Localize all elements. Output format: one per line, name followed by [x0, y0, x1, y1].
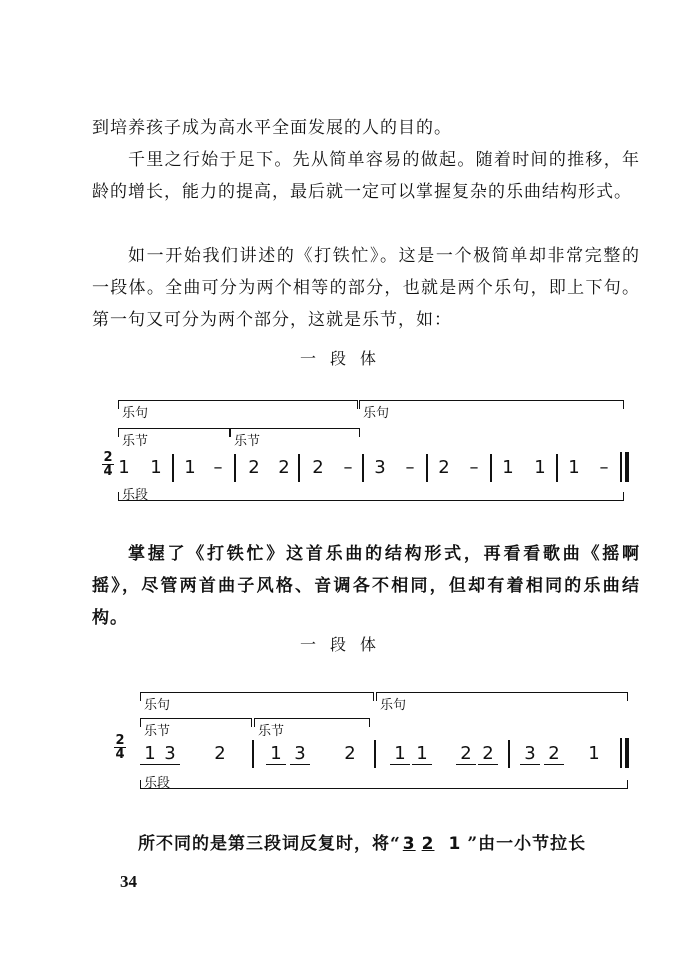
final-bar-thin	[620, 452, 622, 482]
note: –	[343, 457, 353, 478]
phrase-label-2b: 乐句	[380, 698, 407, 713]
bar-line	[172, 454, 174, 482]
bar-line	[556, 454, 558, 482]
note: 3	[374, 457, 386, 478]
inline-note: 3	[402, 834, 416, 854]
bar-line	[298, 454, 300, 482]
note: –	[405, 457, 415, 478]
time-signature-1	[102, 451, 114, 478]
note: 3	[290, 744, 310, 765]
note: 1	[184, 457, 196, 478]
note: 1	[390, 744, 410, 765]
paragraph-5	[138, 828, 648, 860]
time-sig-top: 2	[103, 450, 113, 465]
note: 1	[150, 457, 162, 478]
note: 1	[140, 744, 160, 765]
bar-line	[234, 454, 236, 482]
subphrase-label-1b: 乐节	[234, 434, 261, 449]
note: 2	[344, 743, 356, 764]
time-signature-2	[114, 734, 126, 761]
paragraph-2: 千里之行始于足下。先从简单容易的做起。随着时间的推移，年龄的增长，能力的提高，最后就一定可以掌握复杂的乐曲结构形式。	[92, 150, 640, 202]
para5-before: 所不同的是第三段词反复时，将“	[138, 834, 401, 854]
note: 2	[312, 457, 324, 478]
note: 1	[568, 457, 580, 478]
note: 2	[544, 744, 564, 765]
phrase-bracket-2a	[140, 692, 374, 701]
note: 3	[520, 744, 540, 765]
para5-after: ”由一小节拉长	[467, 834, 587, 854]
note: 2	[278, 457, 290, 478]
paragraph-3: 如一开始我们讲述的《打铁忙》。这是一个极简单却非常完整的一段体。全曲可分为两个相等的部分，也就是两个乐句，即上下句。第一句又可分为两个部分，这就是乐节，如：	[92, 246, 640, 330]
note: –	[213, 457, 223, 478]
paragraph-1: 到培养孩子成为高水平全面发展的人的目的。	[92, 118, 452, 138]
note: 3	[160, 744, 180, 765]
time-sig-bottom: 4	[103, 464, 113, 479]
section-bracket-2	[140, 780, 628, 789]
final-bar-thin	[620, 738, 622, 768]
paragraph-4: 掌握了《打铁忙》这首乐曲的结构形式，再看看歌曲《摇啊摇》，尽管两首曲子风格、音调各不相同，但却有着相同的乐曲结构。	[92, 544, 640, 628]
note: 1	[588, 743, 600, 764]
note: 2	[438, 457, 450, 478]
phrase-bracket-1a	[118, 400, 358, 409]
time-sig-bottom: 4	[115, 747, 125, 762]
time-sig-top: 2	[115, 733, 125, 748]
page-number: 34	[120, 872, 137, 891]
bar-line	[490, 454, 492, 482]
section-label-1: 乐段	[122, 488, 149, 503]
note: 2	[478, 744, 498, 765]
section-title-2: 一段体	[299, 635, 390, 654]
subphrase-label-2b: 乐节	[258, 724, 285, 739]
section-title-1: 一段体	[299, 349, 390, 368]
section-label-2: 乐段	[144, 776, 171, 791]
note: 2	[214, 743, 226, 764]
bar-line	[374, 740, 376, 768]
phrase-bracket-2b	[376, 692, 628, 701]
phrase-label-1a: 乐句	[122, 406, 149, 421]
phrase-label-2a: 乐句	[144, 698, 171, 713]
note: –	[469, 457, 479, 478]
note: 1	[412, 744, 432, 765]
bar-line	[362, 454, 364, 482]
inline-note: 2	[421, 834, 435, 854]
note: 2	[248, 457, 260, 478]
bar-line	[426, 454, 428, 482]
note: 1	[266, 744, 286, 765]
inline-note: 1	[448, 834, 462, 854]
phrase-label-1b: 乐句	[363, 406, 390, 421]
final-bar-thick	[625, 452, 629, 482]
subphrase-label-2a: 乐节	[144, 724, 171, 739]
final-bar-thick	[625, 738, 629, 768]
phrase-bracket-1b	[359, 400, 624, 409]
note: 1	[118, 457, 130, 478]
note: 2	[456, 744, 476, 765]
bar-line	[252, 740, 254, 768]
subphrase-label-1a: 乐节	[122, 434, 149, 449]
note: –	[599, 457, 609, 478]
note: 1	[502, 457, 514, 478]
bar-line	[508, 740, 510, 768]
section-bracket-1	[118, 492, 624, 501]
note: 1	[534, 457, 546, 478]
